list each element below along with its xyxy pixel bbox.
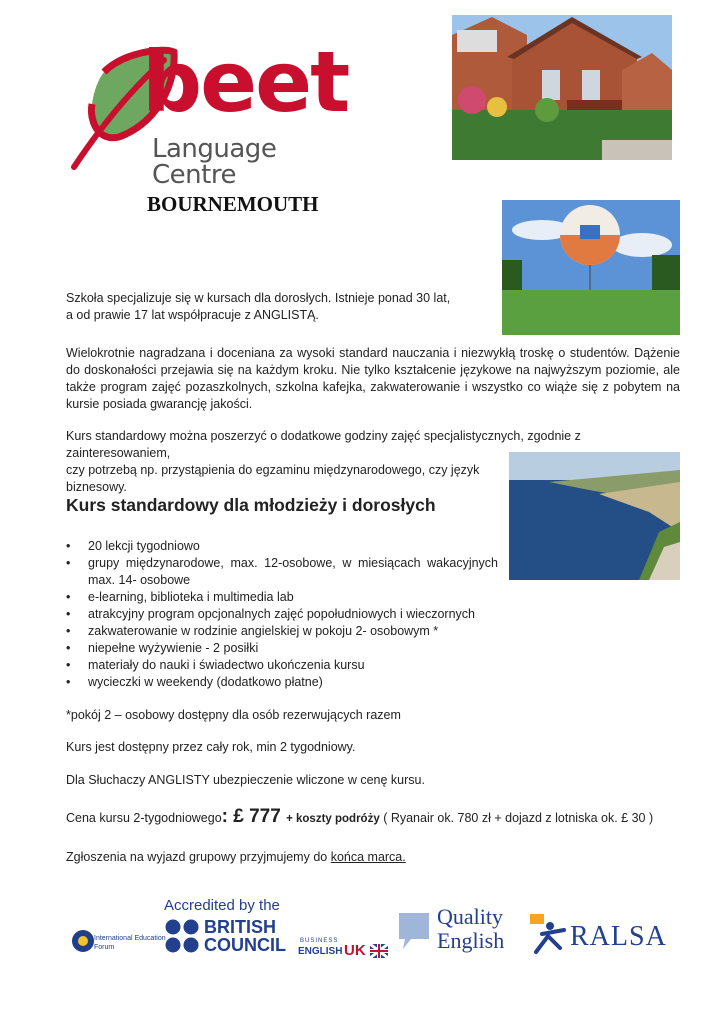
ief-logo: International Education Forum (66, 918, 186, 958)
extension-line-1: Kurs standardowy można poszerzyć o dodatkowe godziny zajęć specjalistycznych, zgodnie z zainteresowaniem, (66, 429, 581, 460)
bullet: • (66, 539, 71, 553)
bullet: • (66, 624, 71, 638)
list-item: • wycieczki w weekendy (dodatkowo płatne) (66, 675, 323, 689)
list-item: • zakwaterowanie w rodzinie angielskiej w pokoju 2- osobowym * (66, 624, 439, 638)
room-note: *pokój 2 – osobowy dostępny dla osób rezerwujących razem (66, 708, 401, 722)
globe-icon (70, 928, 96, 954)
bullet: • (66, 658, 71, 672)
union-flag-icon (370, 944, 388, 958)
list-item: • grupy międzynarodowe, max. 12-osobowe, w miesiącach wakacyjnych max. 14- osobowe (66, 556, 498, 587)
british-council-dots-icon (165, 919, 201, 955)
insurance-text: Dla Słuchaczy ANGLISTY ubezpieczenie wliczone w cenę kursu. (66, 773, 425, 787)
bullet: • (66, 556, 71, 570)
bullet: • (66, 675, 71, 689)
signup-deadline: końca marca. (330, 850, 406, 864)
travel-costs: + koszty podróży (286, 813, 380, 825)
speech-bubble-icon (395, 909, 433, 951)
list-item: • atrakcyjny program opcjonalnych zajęć popołudniowych i wieczornych (66, 607, 475, 621)
runner-icon (528, 912, 568, 956)
school-description: Wielokrotnie nagradzana i doceniana za wysoki standard nauczania i niezwykłą troskę o studentów. Dążenie do doskonałości przejawia się na każdym kroku. Nie tylko kształcenie językowe na najwyższym poziomie, ale także program zajęć pozaszkolnych, szkolna kafejka, zakwaterowanie i wszystko co wiąże się z pobytem na kursie posiada gwarancję jakości. (66, 346, 680, 411)
balloon-photo (502, 200, 680, 335)
intro-line-1: Szkoła specjalizuje się w kursach dla dorosłych. Istnieje ponad 30 lat, (66, 291, 451, 305)
british-council-logo: Accredited by the BRITISH COUNCIL (164, 897, 286, 955)
ralsa-logo: RALSA (528, 912, 680, 962)
price-colon: : (221, 806, 228, 827)
list-item: • materiały do nauki i świadectwo ukończenia kursu (66, 658, 365, 672)
availability-text: Kurs jest dostępny przez cały rok, min 2 tygodniowy. (66, 740, 356, 754)
course-features-list (66, 538, 498, 691)
extension-line-2: czy potrzebą np. przystąpienia do egzaminu międzynarodowego, czy język (66, 463, 480, 477)
intro-line-2: a od prawie 17 lat współpracuje z ANGLISTĄ. (66, 308, 319, 322)
logo-subtitle: Language Centre (152, 134, 277, 190)
building-photo (452, 15, 672, 160)
city-title: BOURNEMOUTH (147, 192, 319, 216)
list-item: • 20 lekcji tygodniowo (66, 539, 200, 553)
bullet: • (66, 590, 71, 604)
bullet: • (66, 641, 71, 655)
quality-english-logo: Quality English (395, 905, 525, 960)
signup-text: Zgłoszenia na wyjazd grupowy przyjmujemy do końca marca. (66, 850, 406, 864)
beet-logo (64, 33, 364, 190)
bullet: • (66, 607, 71, 621)
course-heading: Kurs standardowy dla młodzieży i dorosłych (66, 495, 436, 515)
extension-line-3: biznesowy. (66, 480, 127, 494)
price-line (66, 806, 653, 828)
intro-text (66, 290, 486, 324)
english-uk-logo: BUSINESS ENGLISH UK (298, 938, 393, 962)
list-item: • e-learning, biblioteka i multimedia lab (66, 590, 294, 604)
coast-photo (509, 452, 680, 580)
travel-details: ( Ryanair ok. 780 zł + dojazd z lotniska ok. £ 30 ) (379, 811, 654, 825)
list-item: • niepełne wyżywienie - 2 posiłki (66, 641, 259, 655)
price-amount: £ 777 (227, 806, 287, 827)
price-label: Cena kursu 2-tygodniowego (66, 811, 222, 825)
logo-word: beet (142, 33, 349, 131)
